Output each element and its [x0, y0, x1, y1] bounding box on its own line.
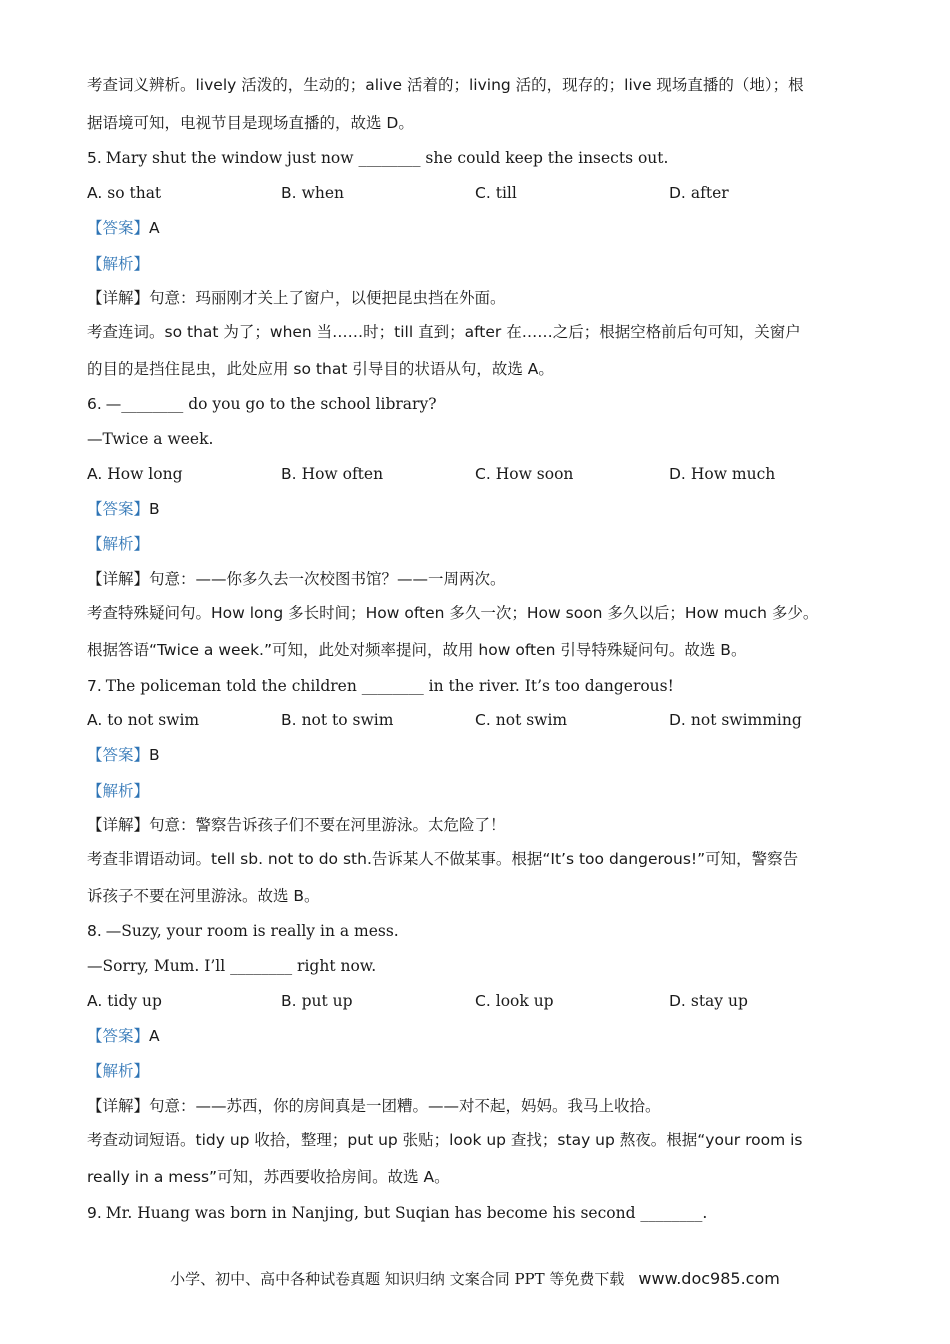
question-number: 5.	[87, 149, 102, 167]
option-c	[475, 183, 517, 203]
option-text: How soon	[495, 465, 574, 483]
detail-line	[87, 569, 870, 589]
option-text: How long	[107, 465, 183, 483]
answer-value: B	[149, 746, 160, 764]
option-label: A.	[87, 711, 103, 729]
option-a	[87, 464, 183, 484]
option-d	[669, 991, 748, 1011]
explanation-line-1: 考查连词。so that 为了；when 当……时；till 直到；after 在……之后；根据空格前后句可知，关窗户	[87, 323, 801, 341]
detail-line	[87, 1096, 870, 1116]
option-a	[87, 991, 162, 1011]
option-text: How often	[301, 465, 384, 483]
question-8-reply: —Sorry, Mum. I’ll ________ right now.	[87, 957, 377, 975]
detail-line	[87, 288, 870, 308]
detail-text: 句意：——你多久去一次校图书馆？——一周两次。	[149, 570, 506, 588]
explanation-line-1: 考查非谓语动词。tell sb. not to do sth.告诉某人不做某事。根据“It’s too dangerous!”可知，警察告	[87, 850, 799, 868]
option-label: C.	[475, 465, 491, 483]
analysis-tag: 【解析】	[87, 1062, 150, 1080]
option-text: stay up	[690, 992, 748, 1010]
option-b	[281, 183, 344, 203]
detail-line	[87, 815, 870, 835]
question-stem-text: —Suzy, your room is really in a mess.	[105, 922, 399, 940]
explanation-line-1: 考查动词短语。tidy up 收拾，整理；put up 张贴；look up 查找；stay up 熬夜。根据“your room is	[87, 1131, 803, 1149]
option-text: look up	[495, 992, 554, 1010]
option-c	[475, 991, 554, 1011]
option-label: A.	[87, 992, 103, 1010]
option-d	[669, 183, 729, 203]
analysis-tag: 【解析】	[87, 782, 150, 800]
question-stem-text: —________ do you go to the school library?	[105, 395, 437, 413]
question-6-stem	[87, 394, 870, 414]
page-footer	[0, 1268, 950, 1289]
option-d	[669, 710, 802, 730]
detail-tag: 【详解】	[87, 816, 150, 834]
answer-value: A	[149, 219, 160, 237]
detail-text: 句意：——苏西，你的房间真是一团糟。——对不起，妈妈。我马上收拾。	[149, 1097, 661, 1115]
explanation-line-2: 的目的是挡住昆虫，此处应用 so that 引导目的状语从句，故选 A。	[87, 360, 554, 378]
explanation-line-1: 考查特殊疑问句。How long 多长时间；How often 多久一次；How soon 多久以后；How much 多少。	[87, 604, 819, 622]
question-5-stem	[87, 148, 870, 168]
question-stem-text: Mr. Huang was born in Nanjing, but Suqian has become his second ________.	[105, 1204, 708, 1222]
footer-text: 小学、初中、高中各种试卷真题 知识归纳 文案合同 PPT 等免费下载	[170, 1270, 625, 1288]
option-label: B.	[281, 465, 297, 483]
option-text: How much	[690, 465, 776, 483]
option-a	[87, 183, 161, 203]
option-c	[475, 464, 573, 484]
footer-url[interactable]: www.doc985.com	[638, 1269, 780, 1288]
answer-line	[87, 745, 870, 765]
question-stem-text: The policeman told the children ________ in the river. It’s too dangerous!	[105, 677, 674, 695]
question-stem-text: Mary shut the window just now ________ she could keep the insects out.	[105, 149, 669, 167]
question-8-stem	[87, 921, 870, 941]
option-label: B.	[281, 711, 297, 729]
option-text: not to swim	[301, 711, 394, 729]
option-text: not swim	[495, 711, 568, 729]
option-label: B.	[281, 184, 297, 202]
question-6-reply: —Twice a week.	[87, 430, 214, 448]
option-d	[669, 464, 775, 484]
explanation-line-2: 根据答语“Twice a week.”可知，此处对频率提问，故用 how often 引导特殊疑问句。故选 B。	[87, 641, 747, 659]
answer-line	[87, 218, 870, 238]
option-label: C.	[475, 992, 491, 1010]
option-text: not swimming	[690, 711, 802, 729]
analysis-tag: 【解析】	[87, 535, 150, 553]
answer-line	[87, 499, 870, 519]
option-label: D.	[669, 465, 686, 483]
intro-line-2: 据语境可知，电视节目是现场直播的，故选 D。	[87, 114, 414, 132]
question-number: 8.	[87, 922, 102, 940]
answer-value: A	[149, 1027, 160, 1045]
question-number: 7.	[87, 677, 102, 695]
explanation-line-2: 诉孩子不要在河里游泳。故选 B。	[87, 887, 320, 905]
option-label: C.	[475, 711, 491, 729]
option-text: when	[301, 184, 344, 202]
option-label: D.	[669, 992, 686, 1010]
explanation-line-2: really in a mess”可知，苏西要收拾房间。故选 A。	[87, 1168, 450, 1186]
option-c	[475, 710, 567, 730]
option-label: B.	[281, 992, 297, 1010]
intro-line-1: 考查词义辨析。lively 活泼的，生动的；alive 活着的；living 活的，现存的；live 现场直播的（地）；根	[87, 76, 804, 94]
detail-text: 句意：玛丽刚才关上了窗户，以便把昆虫挡在外面。	[149, 289, 506, 307]
answer-tag: 【答案】	[87, 500, 150, 518]
answer-line	[87, 1026, 870, 1046]
option-a	[87, 710, 199, 730]
option-b	[281, 991, 353, 1011]
option-b	[281, 710, 393, 730]
detail-text: 句意：警察告诉孩子们不要在河里游泳。太危险了！	[149, 816, 506, 834]
option-text: after	[690, 184, 729, 202]
detail-tag: 【详解】	[87, 289, 150, 307]
option-text: put up	[301, 992, 353, 1010]
question-9-stem	[87, 1203, 870, 1223]
option-text: till	[495, 184, 517, 202]
option-label: A.	[87, 465, 103, 483]
option-label: D.	[669, 184, 686, 202]
option-b	[281, 464, 383, 484]
option-text: so that	[107, 184, 162, 202]
option-label: C.	[475, 184, 491, 202]
detail-tag: 【详解】	[87, 570, 150, 588]
question-number: 9.	[87, 1204, 102, 1222]
option-label: D.	[669, 711, 686, 729]
question-number: 6.	[87, 395, 102, 413]
answer-tag: 【答案】	[87, 746, 150, 764]
option-text: tidy up	[107, 992, 162, 1010]
analysis-tag: 【解析】	[87, 255, 150, 273]
question-7-stem	[87, 676, 870, 696]
option-label: A.	[87, 184, 103, 202]
answer-value: B	[149, 500, 160, 518]
answer-tag: 【答案】	[87, 219, 150, 237]
option-text: to not swim	[107, 711, 200, 729]
detail-tag: 【详解】	[87, 1097, 150, 1115]
answer-tag: 【答案】	[87, 1027, 150, 1045]
